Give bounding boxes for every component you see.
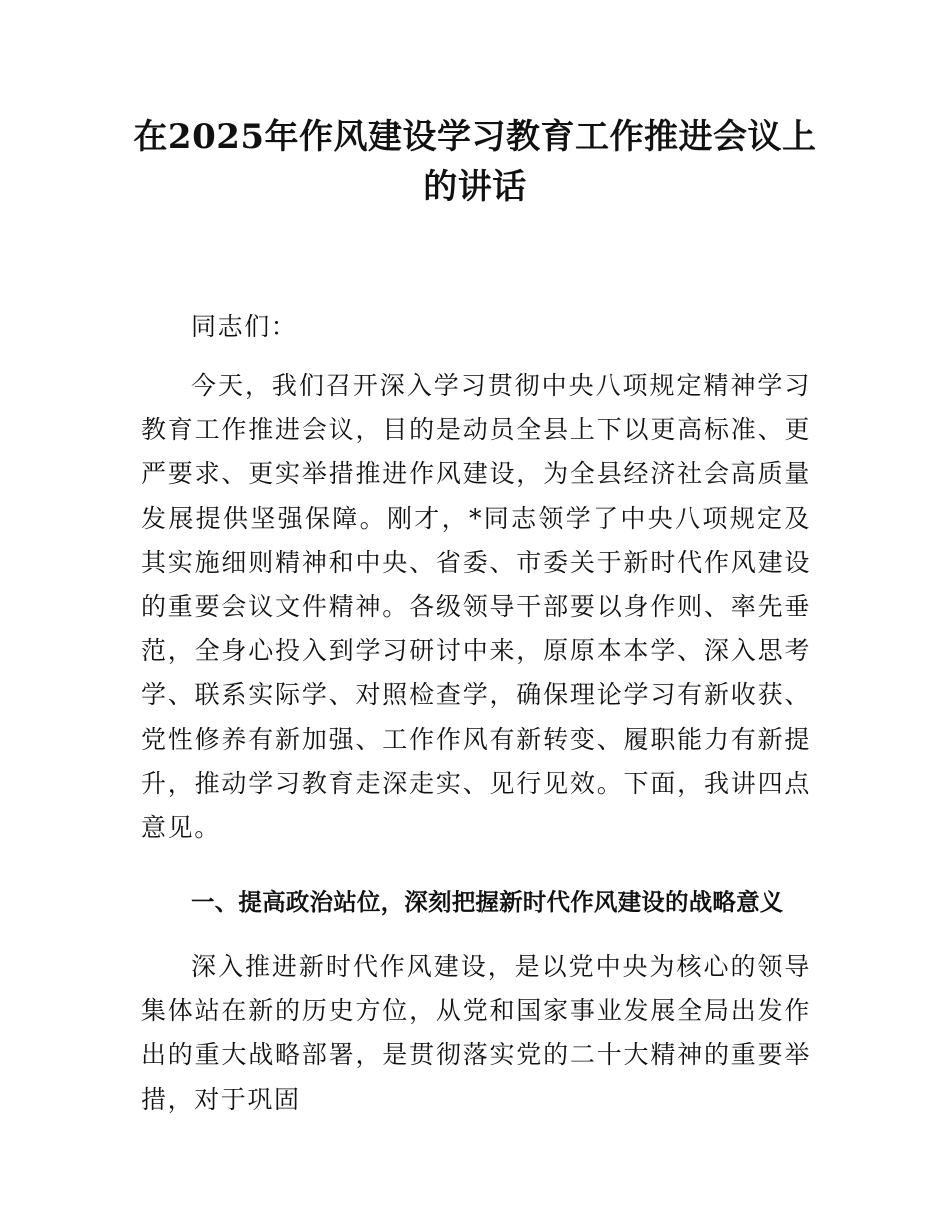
section-heading-1: 一、提高政治站位，深刻把握新时代作风建设的战略意义 [191,888,784,916]
paragraph-section-1: 深入推进新时代作风建设，是以党中央为核心的领导集体站在新的历史方位，从党和国家事业发展全局出发作出的重大战略部署，是贯彻落实党的二十大精神的重要举措，对于巩固 [141,952,811,1114]
document-title: 在2025年作风建设学习教育工作推进会议上的讲话 [133,117,817,207]
greeting: 同志们： [191,312,298,341]
paragraph-intro: 今天，我们召开深入学习贯彻中央八项规定精神学习教育工作推进会议，目的是动员全县上下以更高标准、更严要求、更实举措推进作风建设，为全县经济社会高质量发展提供坚强保障。刚才，*同志领学了中央八项规定及其实施细则精神和中央、省委、市委关于新时代作风建设的重要会议文件精神。各级领导干部要以身作则、率先垂范，全身心投入到学习研讨中来，原原本本学、深入思考学、联系实际学、对照检查学，确保理论学习有新收获、党性修养有新加强、工作作风有新转变、履职能力有新提升，推动学习教育走深走实、见行见效。下面，我讲四点意见。 [141,371,811,843]
